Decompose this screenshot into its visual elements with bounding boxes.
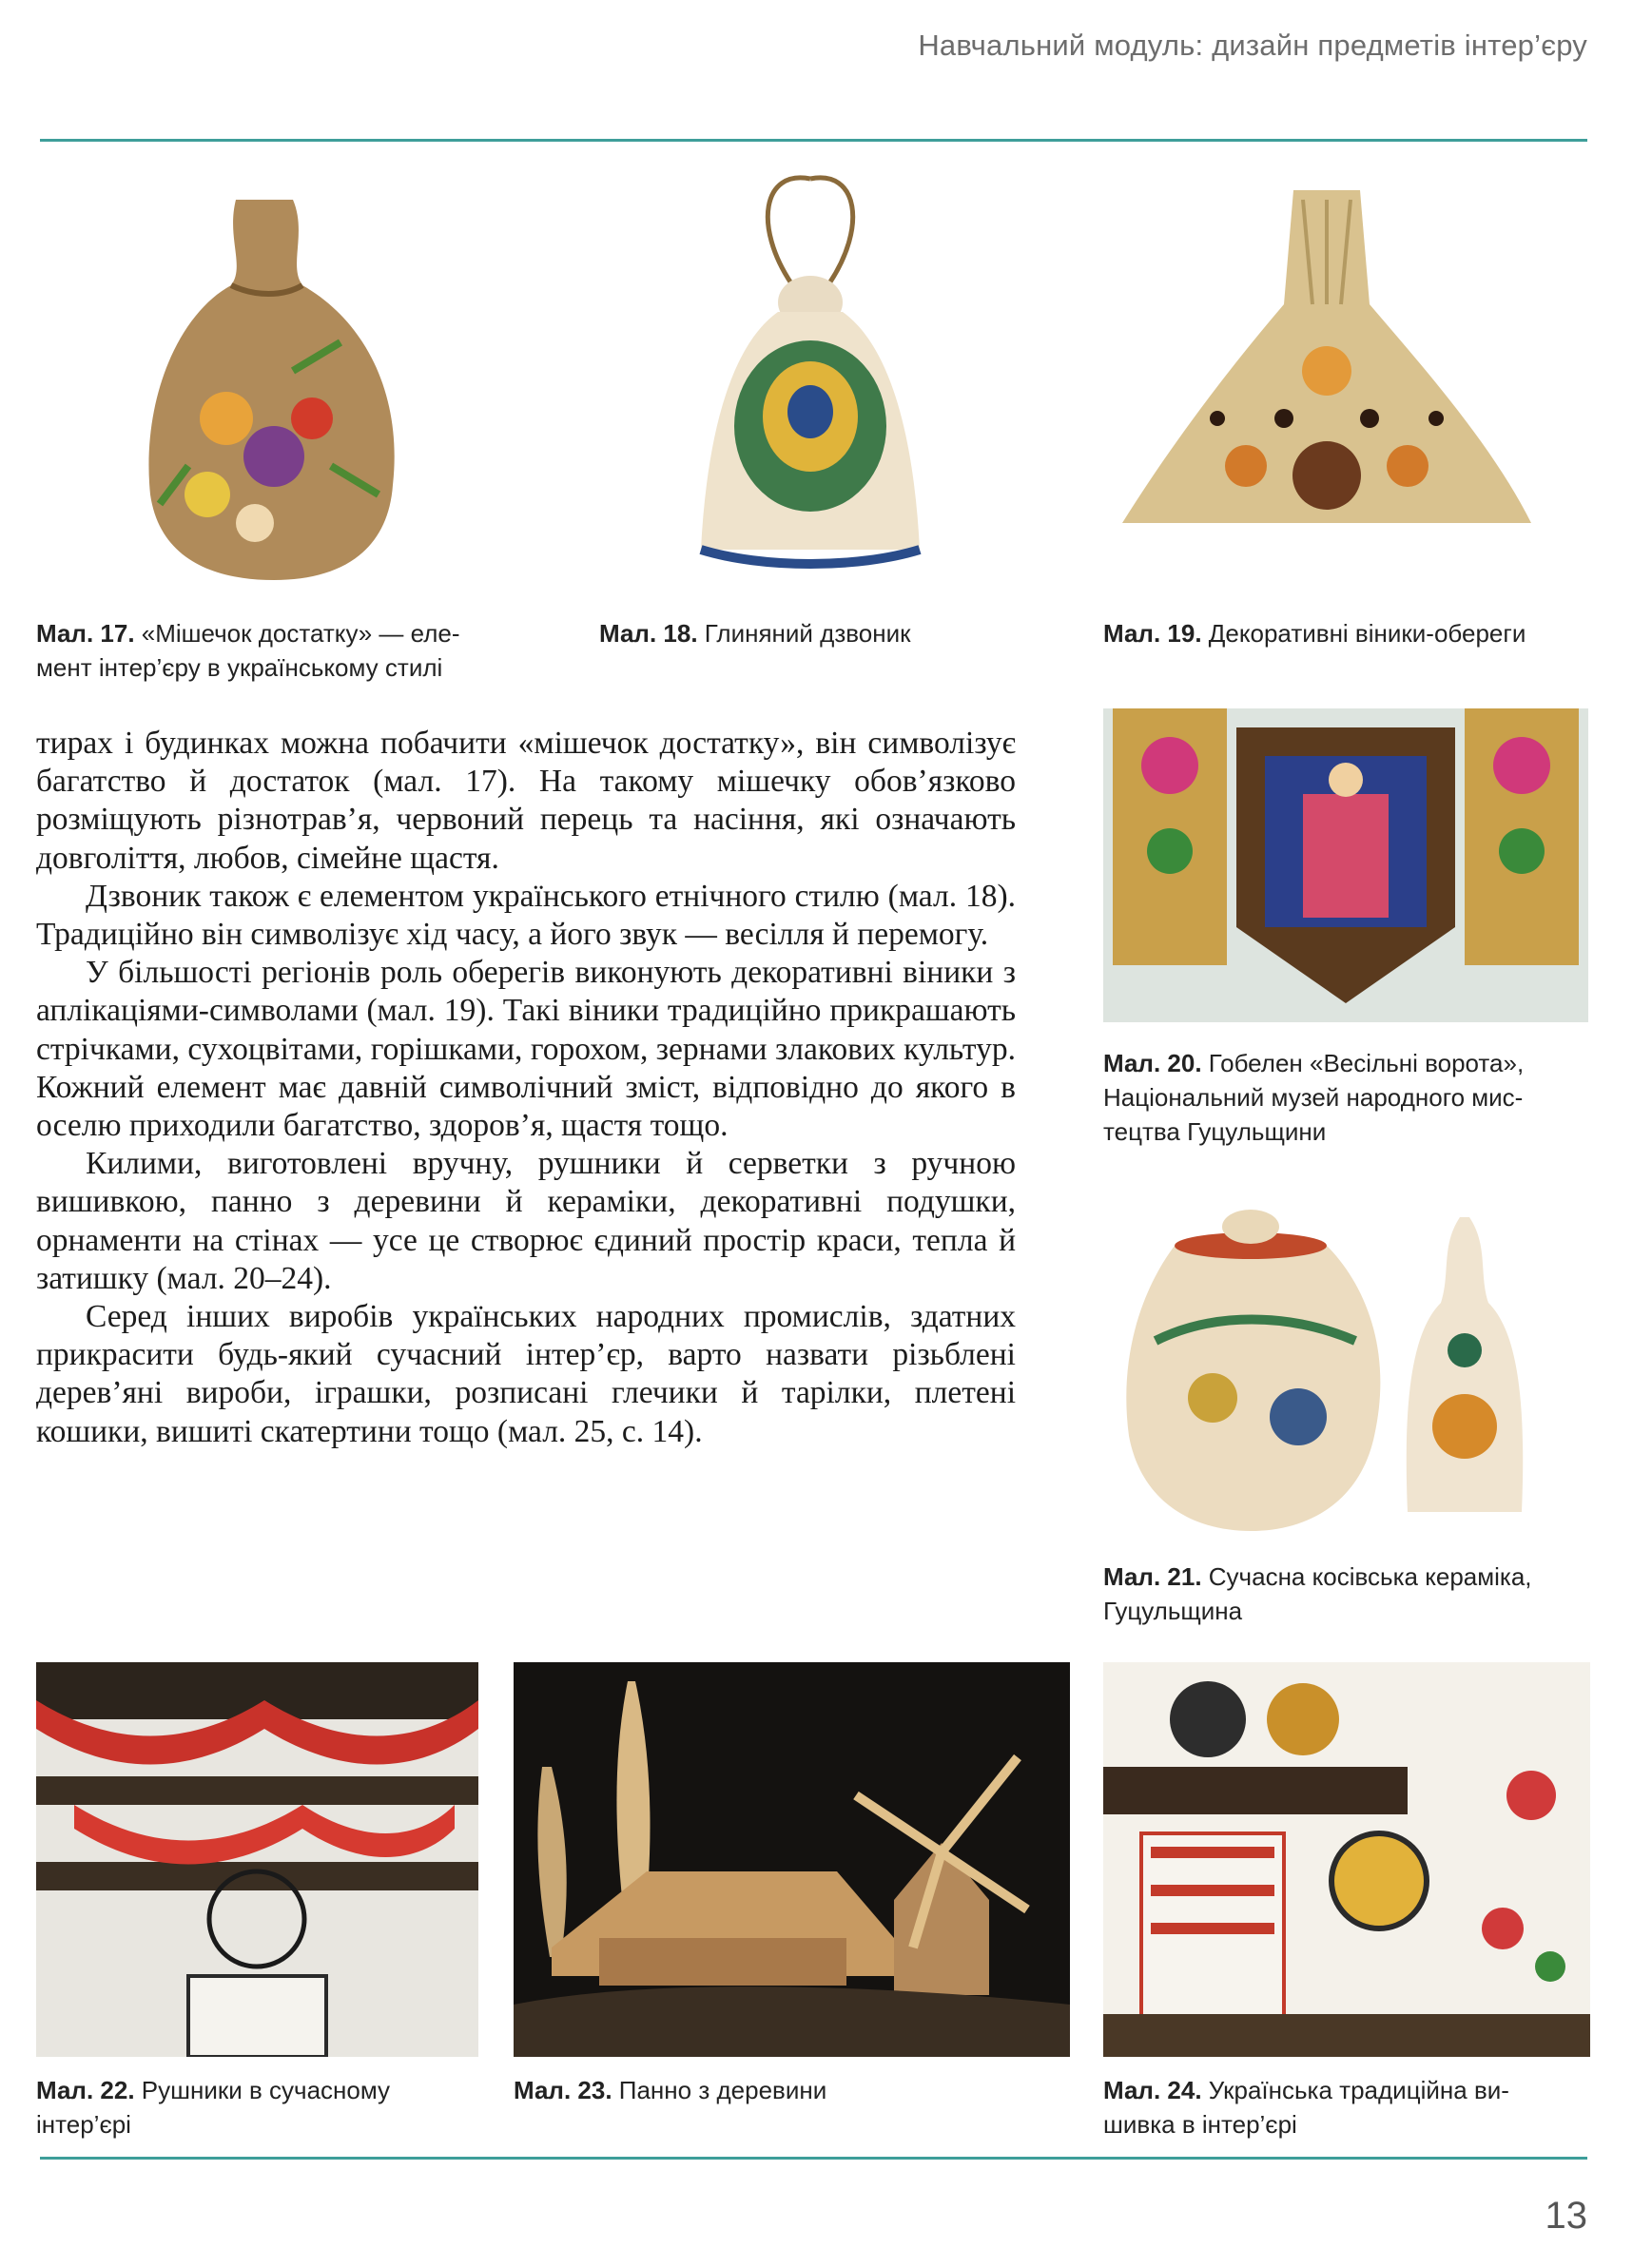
figure-20-caption-text: Гобелен «Весільні ворота», (1208, 1049, 1525, 1077)
figure-21-caption-text-2: Гуцульщина (1103, 1597, 1243, 1625)
page-number: 13 (1545, 2195, 1587, 2237)
figure-18-image (687, 169, 934, 583)
figure-21-caption-text: Сучасна косівська кераміка, (1208, 1562, 1532, 1591)
figure-23-caption (514, 2073, 1046, 2107)
figure-18-caption (599, 616, 999, 650)
paragraph-5: Серед інших виробів українських народних промислів, здатних прикрасити будь-який сучасний інтер’єр, варто назвати різьблені дерев’яні вироби, іграшки, розписані глечики й тарілки, плетені кошики, вишиті скатертини тощо (мал. 25, с. 14). (36, 1299, 1016, 1449)
figure-20-number: Мал. 20. (1103, 1049, 1202, 1077)
figure-19-image (1113, 181, 1541, 580)
figure-24-caption-text: Українська традиційна ви- (1208, 2076, 1509, 2104)
figure-17-image (122, 181, 407, 590)
figure-24-number: Мал. 24. (1103, 2076, 1202, 2104)
footer-divider (40, 2157, 1587, 2160)
figure-24-image (1103, 1662, 1590, 2057)
figure-18-number: Мал. 18. (599, 619, 698, 648)
figure-20-caption-text-3: тецтва Гуцульщини (1103, 1117, 1327, 1146)
figure-20-image (1103, 708, 1588, 1022)
figure-23-number: Мал. 23. (514, 2076, 612, 2104)
figure-19-number: Мал. 19. (1103, 619, 1202, 648)
figure-19-caption-text: Декоративні віники-обереги (1208, 619, 1526, 648)
figure-20-caption-text-2: Національний музей народного мис- (1103, 1083, 1524, 1112)
figure-23-image (514, 1662, 1070, 2057)
figure-17-caption-text: «Мішечок достатку» — еле- (141, 619, 460, 648)
figure-22-caption-text: Рушники в сучасному (141, 2076, 391, 2104)
figure-22-caption-text-2: інтер’єрі (36, 2110, 131, 2139)
running-header: Навчальний модуль: дизайн предметів інтер’єру (918, 29, 1587, 62)
figure-17-caption-text-2: мент інтер’єру в українському стилі (36, 653, 443, 682)
figure-21-image (1118, 1208, 1555, 1550)
figure-24-caption-text-2: шивка в інтер’єрі (1103, 2110, 1297, 2139)
figure-24-caption (1103, 2073, 1598, 2141)
paragraph-4: Килими, виготовлені вручну, рушники й серветки з ручною вишивкою, панно з деревини й кераміки, декоративні подушки, орнаменти на стінах — усе це створює єдиний простір краси, тепла й затишку (мал. 20–24). (36, 1146, 1016, 1296)
figure-18-caption-text: Глиняний дзвоник (704, 619, 911, 648)
paragraph-3: У більшості регіонів роль оберегів виконують декоративні віники з аплікаціями-символами (мал. 19). Такі віники традиційно прикрашають стрічками, сухоцвітами, горішками, горохом, зернами злакових культур. Кожний елемент має давній символічний зміст, відповідно до якого в оселю приходили багатство, здоров’я, щастя тощо. (36, 955, 1016, 1144)
paragraph-2: Дзвоник також є елементом українського етнічного стилю (мал. 18). Традиційно він символізує хід часу, а його звук — весілля й перемогу. (36, 878, 1016, 953)
figure-19-caption (1103, 616, 1598, 650)
figure-22-number: Мал. 22. (36, 2076, 135, 2104)
figure-17-number: Мал. 17. (36, 619, 135, 648)
figure-17-caption (36, 616, 550, 685)
figure-21-caption (1103, 1560, 1598, 1628)
body-text (36, 725, 1016, 1451)
paragraph-1: тирах і будинках можна побачити «мішечок достатку», він символізує багатство й достаток (мал. 17). На такому мішечку обов’язково розміщують різнотрав’я, червоний перець та насіння, які означають довголіття, любов, сімейне щастя. (36, 726, 1016, 876)
figure-22-image (36, 1662, 478, 2057)
figure-23-caption-text: Панно з деревини (618, 2076, 827, 2104)
figure-22-caption (36, 2073, 474, 2141)
figure-20-caption (1103, 1046, 1598, 1149)
header-divider (40, 139, 1587, 142)
figure-21-number: Мал. 21. (1103, 1562, 1202, 1591)
